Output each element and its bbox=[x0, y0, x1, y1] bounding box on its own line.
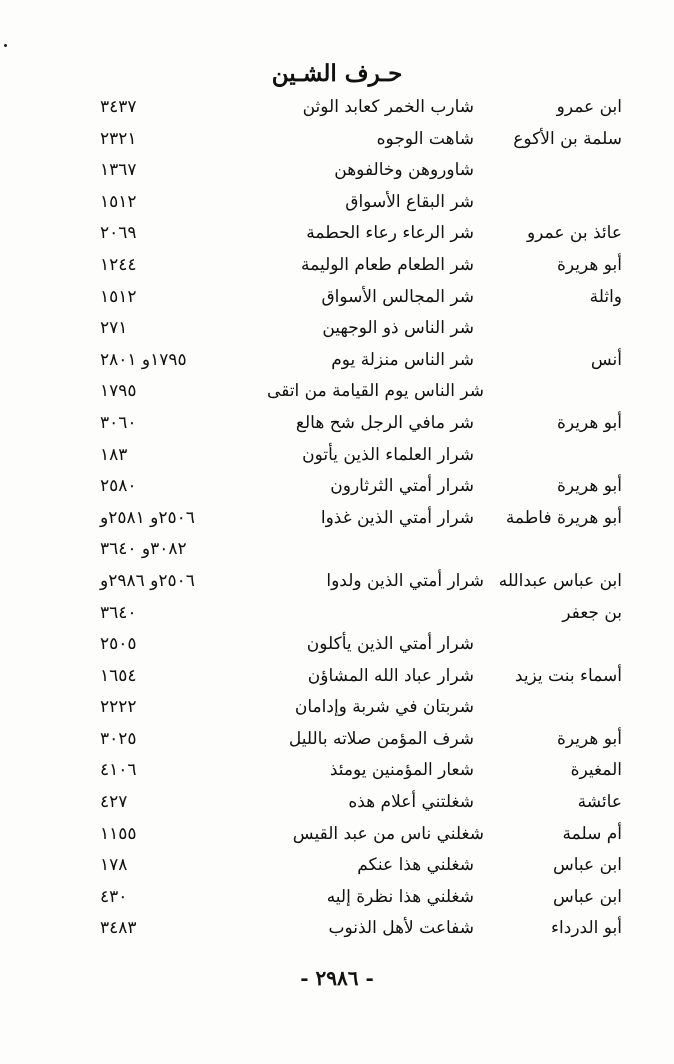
hadith-text: شرار أمتي الذين غذوا bbox=[320, 507, 474, 528]
index-row bbox=[0, 345, 674, 377]
hadith-text: شربتان في شربة وإدامان bbox=[294, 697, 474, 718]
hadith-number: ٣٠٦٠ bbox=[100, 412, 137, 433]
narrator: أبو الدرداء bbox=[551, 918, 622, 939]
index-row bbox=[0, 313, 674, 345]
hadith-text: شر الناس منزلة يوم bbox=[331, 349, 474, 370]
hadith-number: ٢٢٢٢ bbox=[100, 697, 137, 718]
hadith-text: شرار أمتي الذين يأكلون bbox=[306, 634, 474, 655]
hadith-number: ٢٥٠٥ bbox=[100, 634, 137, 655]
narrator: عائشة bbox=[577, 792, 622, 813]
narrator: أسماء بنت يزيد bbox=[514, 665, 622, 686]
narrator: أنس bbox=[590, 349, 622, 370]
narrator: أبو هريرة bbox=[556, 254, 622, 275]
narrator: أم سلمة bbox=[562, 823, 622, 844]
hadith-number: ٤٣٠ bbox=[100, 886, 128, 907]
hadith-number: ٤١٠٦ bbox=[100, 760, 137, 781]
scan-speck bbox=[4, 44, 7, 47]
index-row bbox=[0, 250, 674, 282]
index-row bbox=[0, 534, 674, 566]
hadith-number: ١٢٤٤ bbox=[100, 254, 137, 275]
hadith-text: شر الطعام طعام الوليمة bbox=[301, 254, 474, 275]
index-row bbox=[0, 218, 674, 250]
hadith-text: شرار العلماء الذين يأتون bbox=[302, 444, 474, 465]
hadith-text: شغلني ناس من عبد القيس bbox=[292, 823, 484, 844]
hadith-text: شر المجالس الأسواق bbox=[321, 286, 474, 307]
hadith-text: شغلتني أعلام هذه bbox=[348, 792, 474, 813]
hadith-text: شفاعت لأهل الذنوب bbox=[328, 918, 474, 939]
narrator: ابن عباس bbox=[552, 855, 622, 876]
index-row bbox=[0, 471, 674, 503]
hadith-number: ١٦٥٤ bbox=[100, 665, 137, 686]
hadith-number: ١٥١٢ bbox=[100, 286, 137, 307]
hadith-text: شاهت الوجوه bbox=[376, 128, 474, 149]
index-row bbox=[0, 92, 674, 124]
index-row bbox=[0, 819, 674, 851]
hadith-text: شرار أمتي الثرثارون bbox=[330, 476, 474, 497]
narrator: عائذ بن عمرو bbox=[526, 223, 622, 244]
page-number: - ٢٩٨٦ - bbox=[300, 966, 374, 990]
narrator: أبو هريرة bbox=[556, 728, 622, 749]
index-row bbox=[0, 440, 674, 472]
hadith-number: ٢٣٢١ bbox=[100, 128, 137, 149]
hadith-number: ١١٥٥ bbox=[100, 823, 137, 844]
hadith-number: ٣٠٨٢و ٣٦٤٠ bbox=[100, 539, 187, 560]
hadith-number: ٢٥٨٠ bbox=[100, 476, 137, 497]
hadith-text: شغلني هذا نظرة إليه bbox=[326, 886, 474, 907]
index-row bbox=[0, 882, 674, 914]
narrator: سلمة بن الأكوع bbox=[513, 128, 622, 149]
index-row bbox=[0, 755, 674, 787]
index-row bbox=[0, 155, 674, 187]
narrator: أبو هريرة فاطمة bbox=[505, 507, 622, 528]
index-row bbox=[0, 503, 674, 535]
narrator: واثلة bbox=[589, 286, 622, 307]
index-row bbox=[0, 566, 674, 598]
hadith-text: شر الرعاء رعاء الحطمة bbox=[306, 223, 474, 244]
hadith-text: شاوروهن وخالفوهن bbox=[334, 160, 474, 181]
index-row bbox=[0, 282, 674, 314]
hadith-number: ١٨٣ bbox=[100, 444, 128, 465]
narrator: ابن عباس عبدالله bbox=[498, 570, 622, 591]
index-row bbox=[0, 598, 674, 630]
hadith-text: شرار عباد الله المشاؤن bbox=[307, 665, 474, 686]
hadith-number: ٤٢٧ bbox=[100, 792, 128, 813]
narrator: ابن عمرو bbox=[556, 97, 622, 117]
hadith-number: ١٥١٢ bbox=[100, 191, 137, 212]
hadith-text: شر مافي الرجل شح هالع bbox=[295, 412, 474, 433]
hadith-text: شر الناس ذو الوجهين bbox=[322, 318, 474, 339]
narrator: أبو هريرة bbox=[556, 412, 622, 433]
narrator: المغيرة bbox=[570, 760, 622, 781]
index-row bbox=[0, 661, 674, 693]
index-list bbox=[0, 92, 674, 945]
narrator: بن جعفر bbox=[562, 602, 622, 623]
index-row bbox=[0, 692, 674, 724]
hadith-text: شغلني هذا عنكم bbox=[357, 855, 474, 876]
index-row bbox=[0, 187, 674, 219]
hadith-number: ٢٠٦٩ bbox=[100, 223, 137, 244]
hadith-number: ٣٦٤٠ bbox=[100, 602, 137, 623]
hadith-number: ١٧٨ bbox=[100, 855, 128, 876]
index-row bbox=[0, 124, 674, 156]
hadith-number: ٣٠٢٥ bbox=[100, 728, 137, 749]
narrator: ابن عباس bbox=[552, 886, 622, 907]
hadith-text: شر الناس يوم القيامة من اتقى bbox=[267, 381, 484, 402]
hadith-number: ٢٥٠٦و ٢٥٨١و bbox=[100, 507, 195, 528]
hadith-number: ١٣٦٧ bbox=[100, 160, 137, 181]
hadith-number: ٣٤٣٧ bbox=[100, 97, 137, 117]
narrator: أبو هريرة bbox=[556, 476, 622, 497]
hadith-number: ٢٧١ bbox=[100, 318, 128, 339]
hadith-number: ١٧٩٥و ٢٨٠١ bbox=[100, 349, 187, 370]
index-row bbox=[0, 724, 674, 756]
hadith-text: شرف المؤمن صلاته بالليل bbox=[288, 728, 474, 749]
page-title: حـرف الشـين bbox=[271, 60, 403, 87]
hadith-number: ٢٥٠٦و ٢٩٨٦و bbox=[100, 570, 195, 591]
hadith-number: ١٧٩٥ bbox=[100, 381, 137, 402]
index-row bbox=[0, 913, 674, 945]
hadith-number: ٣٤٨٣ bbox=[100, 918, 137, 939]
hadith-text: شعار المؤمنين يومئذ bbox=[329, 760, 474, 781]
index-row bbox=[0, 376, 674, 408]
hadith-text: شارب الخمر كعابد الوثن bbox=[302, 97, 474, 117]
hadith-text: شر البقاع الأسواق bbox=[345, 191, 474, 212]
index-row bbox=[0, 629, 674, 661]
hadith-text: شرار أمتي الذين ولدوا bbox=[326, 570, 484, 591]
index-row bbox=[0, 408, 674, 440]
index-row bbox=[0, 850, 674, 882]
index-row bbox=[0, 787, 674, 819]
